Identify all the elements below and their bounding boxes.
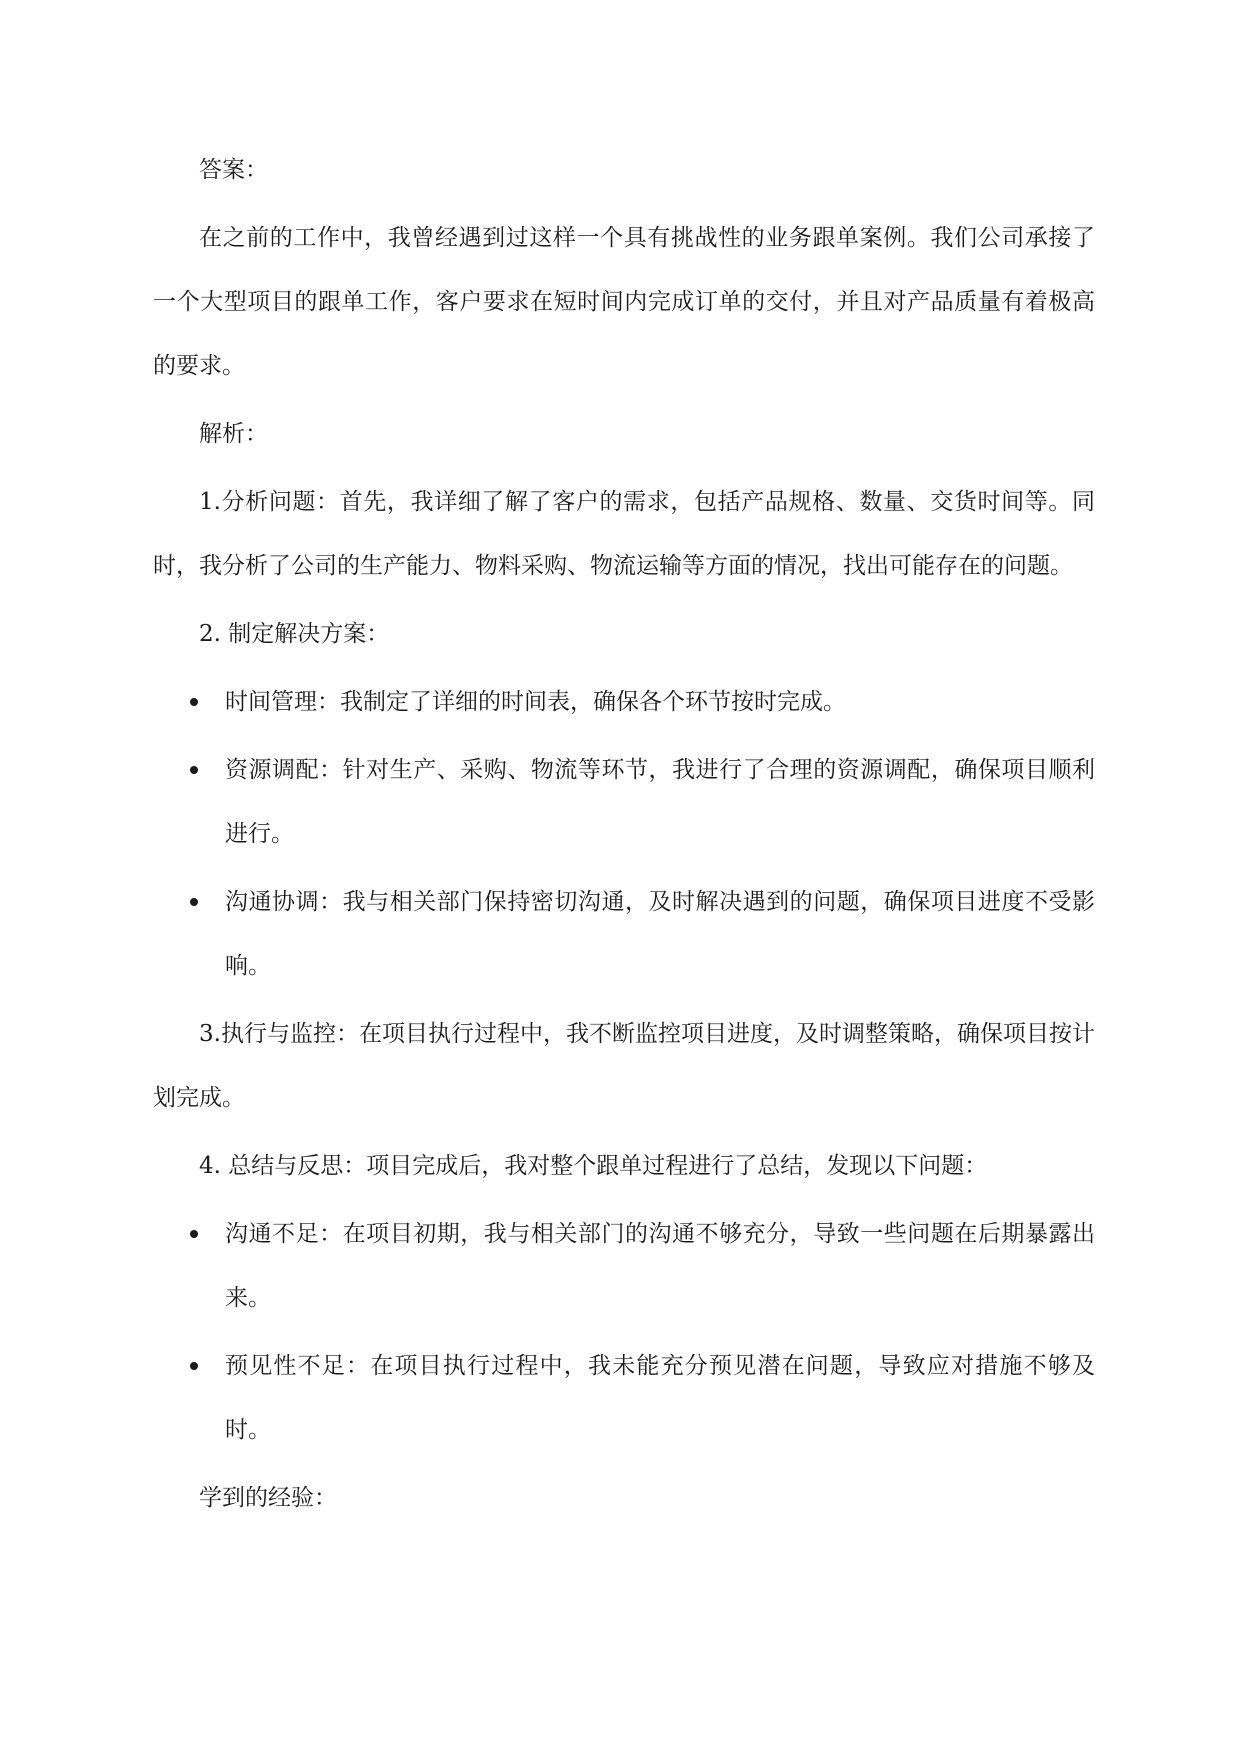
list-item-text: 沟通协调：我与相关部门保持密切沟通，及时解决遇到的问题，确保项目进度不受影响。	[225, 889, 1095, 979]
document-body	[153, 138, 1095, 1534]
bullet-icon	[190, 766, 198, 774]
answer-label: 答案：	[199, 157, 268, 183]
bullet-icon	[190, 1362, 198, 1370]
list-item-text: 时间管理：我制定了详细的时间表，确保各个环节按时完成。	[225, 689, 846, 715]
step-2-label: 2. 制定解决方案：	[199, 621, 390, 647]
bullet-icon	[190, 898, 198, 906]
step-3-paragraph: 3.执行与监控：在项目执行过程中，我不断监控项目进度，及时调整策略，确保项目按计划完成。	[153, 1021, 1095, 1111]
list-item	[153, 738, 1095, 866]
analysis-label: 解析：	[199, 421, 268, 447]
step-2-bullet-list	[153, 670, 1095, 998]
step-4-bullet-list	[153, 1202, 1095, 1462]
list-item-text: 沟通不足：在项目初期，我与相关部门的沟通不够充分，导致一些问题在后期暴露出来。	[225, 1221, 1095, 1311]
bullet-icon	[190, 698, 198, 706]
step-4-label: 4. 总结与反思：项目完成后，我对整个跟单过程进行了总结，发现以下问题：	[199, 1153, 988, 1179]
list-item	[153, 1202, 1095, 1330]
answer-paragraph: 在之前的工作中，我曾经遇到过这样一个具有挑战性的业务跟单案例。我们公司承接了一个大型项目的跟单工作，客户要求在短时间内完成订单的交付，并且对产品质量有着极高的要求。	[153, 225, 1095, 379]
list-item	[153, 670, 1095, 734]
bullet-icon	[190, 1230, 198, 1238]
step-1-paragraph: 1.分析问题：首先，我详细了解了客户的需求，包括产品规格、数量、交货时间等。同时，我分析了公司的生产能力、物料采购、物流运输等方面的情况，找出可能存在的问题。	[153, 489, 1095, 579]
list-item-text: 资源调配：针对生产、采购、物流等环节，我进行了合理的资源调配，确保项目顺利进行。	[225, 757, 1095, 847]
list-item	[153, 870, 1095, 998]
list-item	[153, 1334, 1095, 1462]
lessons-label: 学到的经验：	[199, 1485, 337, 1511]
list-item-text: 预见性不足：在项目执行过程中，我未能充分预见潜在问题，导致应对措施不够及时。	[225, 1353, 1095, 1443]
